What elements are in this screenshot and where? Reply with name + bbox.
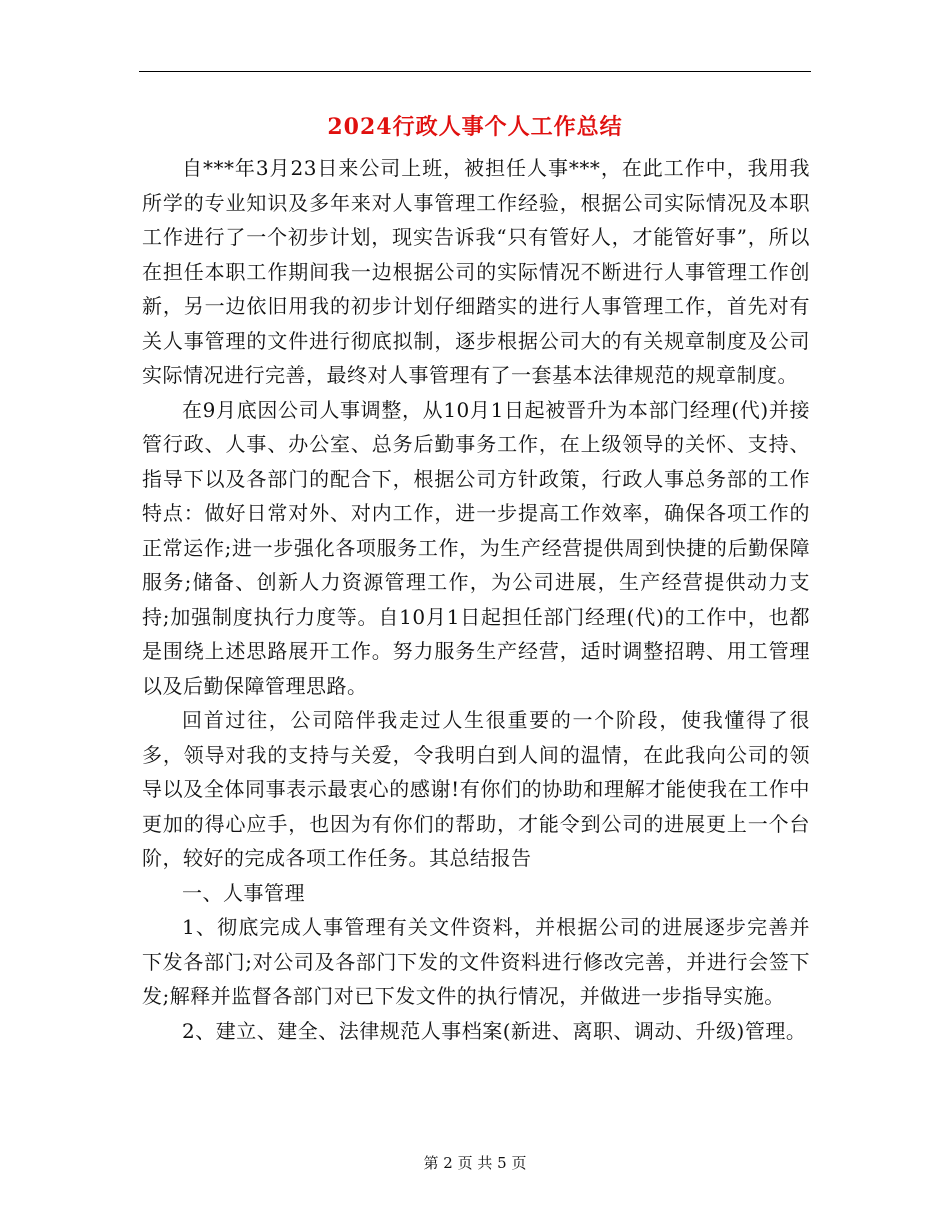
section-heading-personnel: 一、人事管理 xyxy=(182,880,305,905)
header-rule xyxy=(139,71,811,72)
page-number-footer: 第 2 页 共 5 页 xyxy=(423,1154,527,1172)
document-body xyxy=(142,151,810,1048)
list-item-2: 2、建立、建全、法律规范人事档案(新进、离职、调动、升级)管理。 xyxy=(182,1018,807,1043)
paragraph-gratitude: 回首过往，公司陪伴我走过人生很重要的一个阶段，使我懂得了很多，领导对我的支持与关爱，令我明白到人间的温情，在此我向公司的领导以及全体同事表示最衷心的感谢!有你们的协助和理解才能使我在工作中更加的得心应手，也因为有你们的帮助，才能令到公司的进展更上一个台阶，较好的完成各项工作任务。其总结报告 xyxy=(142,708,810,870)
paragraph-intro: 自***年3月23日来公司上班，被担任人事***，在此工作中，我用我所学的专业知识及多年来对人事管理工作经验，根据公司实际情况及本职工作进行了一个初步计划，现实告诉我“只有管好人，才能管好事”，所以在担任本职工作期间我一边根据公司的实际情况不断进行人事管理工作创新，另一边依旧用我的初步计划仔细踏实的进行人事管理工作，首先对有关人事管理的文件进行彻底拟制，逐步根据公司大的有关规章制度及公司实际情况进行完善，最终对人事管理有了一套基本法律规范的规章制度。 xyxy=(142,156,810,387)
list-item-1: 1、彻底完成人事管理有关文件资料，并根据公司的进展逐步完善并下发各部门;对公司及各部门下发的文件资料进行修改完善，并进行会签下发;解释并监督各部门对已下发文件的执行情况，并做进一步指导实施。 xyxy=(142,915,810,1008)
paragraph-promotion: 在9月底因公司人事调整，从10月1日起被晋升为本部门经理(代)并接管行政、人事、办公室、总务后勤事务工作，在上级领导的关怀、支持、指导下以及各部门的配合下，根据公司方针政策，行政人事总务部的工作特点：做好日常对外、对内工作，进一步提高工作效率，确保各项工作的正常运作;进一步强化各项服务工作，为生产经营提供周到快捷的后勤保障服务;储备、创新人力资源管理工作，为公司进展，生产经营提供动力支持;加强制度执行力度等。自10月1日起担任部门经理(代)的工作中，也都是围绕上述思路展开工作。努力服务生产经营，适时调整招聘、用工管理以及后勤保障管理思路。 xyxy=(142,397,810,698)
document-title: 2024行政人事个人工作总结 xyxy=(327,114,623,140)
